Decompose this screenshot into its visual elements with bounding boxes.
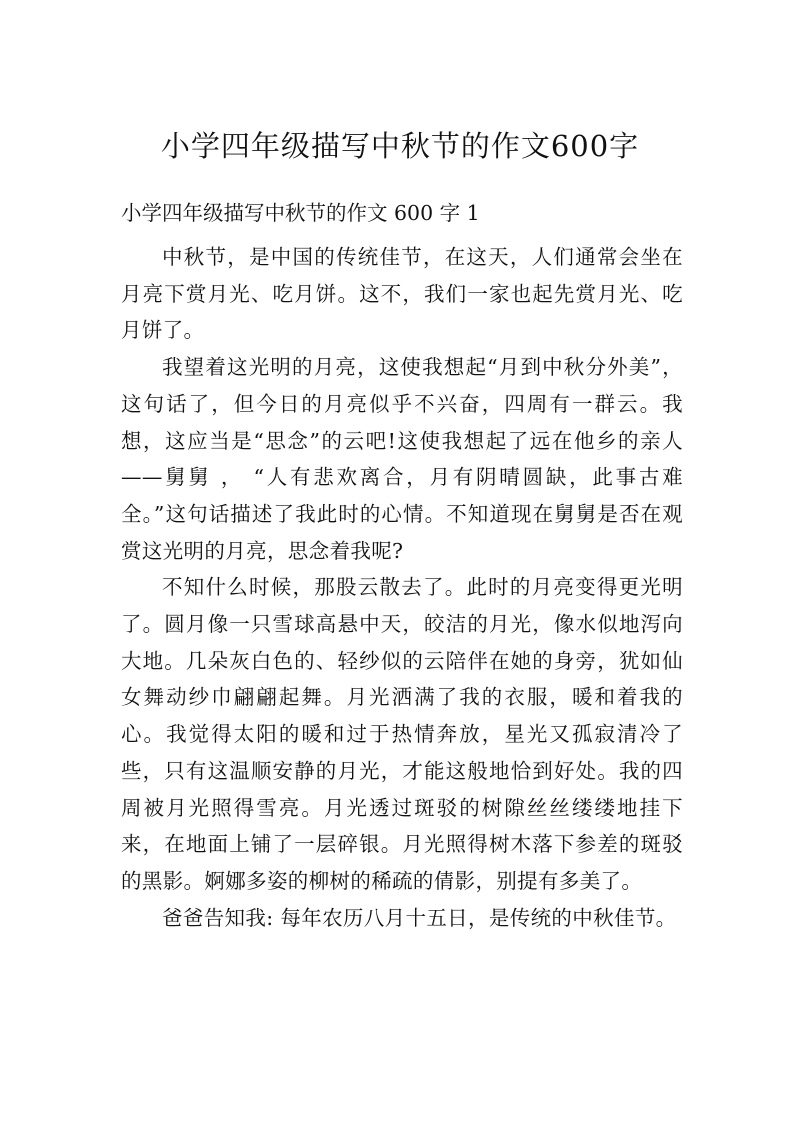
paragraph: 爸爸告知我: 每年农历八月十五日，是传统的中秋佳节。: [162, 905, 677, 930]
paragraph: 中秋节，是中国的传统佳节，在这天，人们通常会坐在月亮下赏月光、吃月饼。这不，我们一家也起先赏月光、吃月饼了。: [121, 245, 683, 343]
paragraph: 我望着这光明的月亮，这使我想起“月到中秋分外美”，这句话了，但今日的月亮似乎不兴奋，四周有一群云。我想，这应当是“思念”的云吧!这使我想起了远在他乡的亲人——舅舅 ， “人有悲欢离合，月有阴晴圆缺，此事古难全。”这句话描述了我此时的心情。不知道现在舅舅是否在观赏这光明的月亮，思念着我呢?: [121, 355, 683, 563]
paragraph: 不知什么时候，那股云散去了。此时的月亮变得更光明了。圆月像一只雪球高悬中天，皎洁的月光，像水似地泻向大地。几朵灰白色的、轻纱似的云陪伴在她的身旁，犹如仙女舞动纱巾翩翩起舞。月光洒满了我的衣服，暖和着我的心。我觉得太阳的暖和过于热情奔放，星光又孤寂清冷了些，只有这温顺安静的月光，才能这般地恰到好处。我的四周被月光照得雪亮。月光透过斑驳的树隙丝丝缕缕地挂下来，在地面上铺了一层碎银。月光照得树木落下参差的斑驳的黑影。婀娜多姿的柳树的稀疏的倩影，别提有多美了。: [121, 575, 683, 893]
essay-body: [121, 239, 683, 936]
document-title: 小学四年级描写中秋节的作文600字: [160, 129, 640, 163]
essay-subtitle: 小学四年级描写中秋节的作文 600 字 1: [121, 201, 480, 225]
